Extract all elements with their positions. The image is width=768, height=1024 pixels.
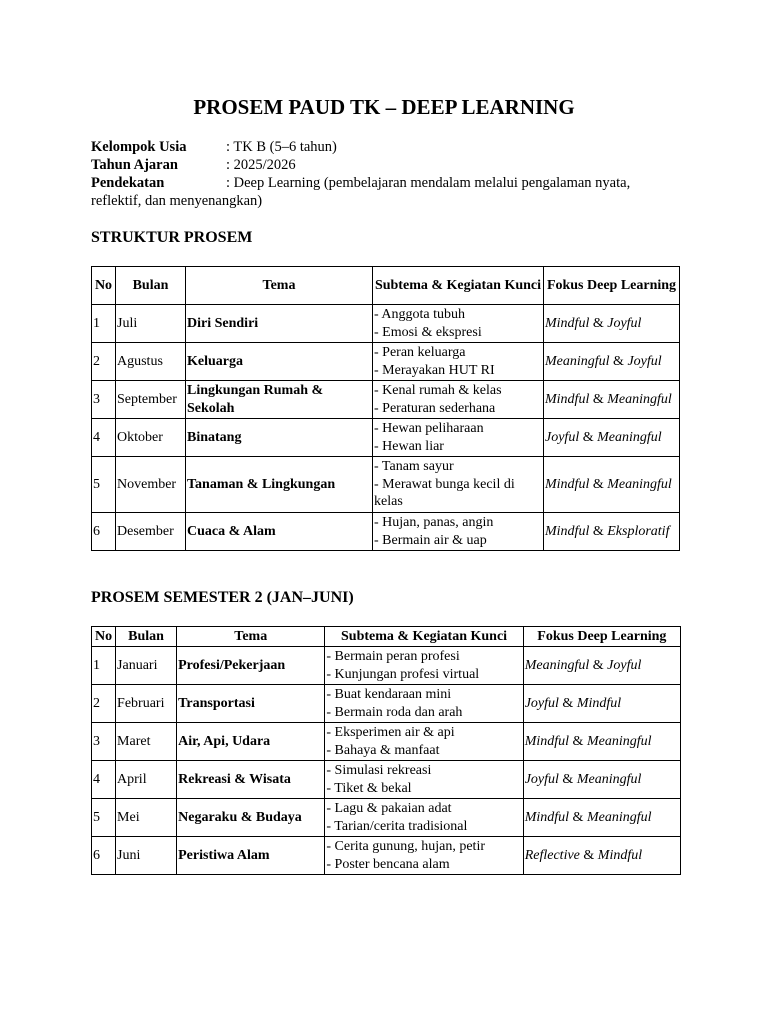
- subtema-line: - Anggota tubuh: [374, 307, 465, 322]
- fokus-term: Joyful: [627, 353, 662, 369]
- cell-tema: Lingkungan Rumah & Sekolah: [186, 381, 373, 419]
- table-row: [92, 685, 681, 723]
- meta-label: Kelompok Usia: [91, 139, 187, 155]
- cell-bulan: Februari: [116, 685, 177, 723]
- section2-table: [91, 626, 681, 875]
- subtema-line: - Poster bencana alam: [326, 856, 450, 872]
- cell-no: 1: [92, 305, 116, 343]
- subtema-line: - Peraturan sederhana: [374, 400, 496, 416]
- fokus-term: Joyful: [607, 315, 642, 331]
- fokus-amp: &: [558, 771, 577, 787]
- fokus-term: Joyful: [607, 657, 642, 673]
- meta-row-kelompok: [91, 138, 681, 156]
- subtema-line: - Tarian/cerita tradisional: [326, 818, 468, 834]
- fokus-term: Mindful: [545, 476, 590, 492]
- cell-fokus: [523, 685, 680, 723]
- header-tema: Tema: [177, 627, 325, 647]
- table-row: [92, 799, 681, 837]
- cell-bulan: November: [116, 457, 186, 513]
- fokus-term: Joyful: [524, 695, 559, 711]
- header-fokus: Fokus Deep Learning: [523, 627, 680, 647]
- cell-subtema: [325, 647, 523, 685]
- fokus-term: Mindful: [545, 315, 590, 331]
- fokus-term: Mindful: [524, 809, 570, 825]
- subtema-line: - Hujan, panas, angin: [374, 515, 494, 530]
- subtema-line: - Tanam sayur: [374, 459, 454, 475]
- cell-tema: Negaraku & Budaya: [177, 799, 325, 837]
- fokus-amp: &: [558, 695, 577, 711]
- cell-bulan: September: [116, 381, 186, 419]
- cell-no: 3: [92, 723, 116, 761]
- cell-bulan: Juli: [116, 305, 186, 343]
- cell-fokus: [544, 457, 680, 513]
- cell-no: 6: [92, 513, 116, 551]
- cell-bulan: Juni: [116, 837, 177, 875]
- cell-bulan: Mei: [116, 799, 177, 837]
- subtema-line: - Eksperimen air & api: [326, 725, 455, 740]
- meta-value: : Deep Learning (pembelajaran mendalam melalui pengalaman nyata,: [226, 175, 631, 191]
- table-row: [92, 513, 680, 551]
- table-header-row: [92, 627, 681, 647]
- cell-subtema: [373, 513, 544, 551]
- fokus-amp: &: [569, 733, 587, 749]
- subtema-line: - Bermain roda dan arah: [326, 704, 463, 720]
- subtema-line: - Simulasi rekreasi: [326, 763, 432, 778]
- cell-tema: Binatang: [186, 419, 373, 457]
- cell-tema: Profesi/Pekerjaan: [177, 647, 325, 685]
- cell-subtema: [373, 457, 544, 513]
- fokus-term: Meaningful: [597, 429, 662, 445]
- subtema-line: - Merayakan HUT RI: [374, 362, 495, 378]
- fokus-amp: &: [589, 657, 608, 673]
- subtema-line: - Emosi & ekspresi: [374, 324, 482, 340]
- page-title: PROSEM PAUD TK – DEEP LEARNING: [193, 95, 575, 119]
- subtema-line: - Buat kendaraan mini: [326, 687, 452, 702]
- cell-no: 2: [92, 343, 116, 381]
- header-subtema: Subtema & Kegiatan Kunci: [373, 267, 544, 305]
- section2-heading: PROSEM SEMESTER 2 (JAN–JUNI): [91, 589, 354, 606]
- meta-value-continued: reflektif, dan menyenangkan): [91, 193, 263, 209]
- meta-label: Tahun Ajaran: [91, 157, 178, 173]
- fokus-term: Meaningful: [607, 476, 672, 492]
- meta-row-pendekatan: [91, 174, 681, 192]
- fokus-amp: &: [609, 353, 628, 369]
- cell-tema: Rekreasi & Wisata: [177, 761, 325, 799]
- subtema-line: - Hewan liar: [374, 438, 444, 454]
- cell-fokus: [523, 647, 680, 685]
- fokus-amp: &: [589, 391, 608, 407]
- cell-fokus: [544, 381, 680, 419]
- table-row: [92, 457, 680, 513]
- cell-subtema: [373, 381, 544, 419]
- subtema-line: - Merawat bunga kecil di kelas: [374, 476, 515, 510]
- subtema-line: - Kunjungan profesi virtual: [326, 666, 480, 682]
- fokus-term: Joyful: [524, 771, 559, 787]
- header-no: No: [92, 627, 116, 647]
- table-row: [92, 381, 680, 419]
- cell-no: 2: [92, 685, 116, 723]
- header-fokus: Fokus Deep Learning: [544, 267, 680, 305]
- table-row: [92, 305, 680, 343]
- subtema-line: - Bermain air & uap: [374, 532, 487, 548]
- cell-fokus: [523, 761, 680, 799]
- subtema-line: - Peran keluarga: [374, 345, 466, 360]
- table-row: [92, 723, 681, 761]
- cell-tema: Cuaca & Alam: [186, 513, 373, 551]
- table-row: [92, 837, 681, 875]
- table-row: [92, 647, 681, 685]
- meta-row-tahun: [91, 156, 681, 174]
- subtema-line: - Tiket & bekal: [326, 780, 412, 796]
- cell-bulan: Oktober: [116, 419, 186, 457]
- fokus-term: Meaningful: [576, 771, 642, 787]
- meta-value: : 2025/2026: [226, 157, 296, 173]
- header-bulan: Bulan: [116, 627, 177, 647]
- cell-fokus: [523, 799, 680, 837]
- table-row: [92, 419, 680, 457]
- cell-subtema: [373, 343, 544, 381]
- fokus-term: Meaningful: [586, 733, 652, 749]
- fokus-term: Mindful: [597, 847, 643, 863]
- meta-row-pendekatan-cont: [91, 192, 681, 210]
- cell-tema: Keluarga: [186, 343, 373, 381]
- cell-subtema: [373, 419, 544, 457]
- cell-no: 5: [92, 457, 116, 513]
- fokus-amp: &: [589, 476, 608, 492]
- meta-info: [91, 138, 681, 210]
- section1-heading: STRUKTUR PROSEM: [91, 229, 253, 246]
- fokus-amp: &: [589, 523, 608, 539]
- cell-bulan: Desember: [116, 513, 186, 551]
- fokus-term: Mindful: [576, 695, 622, 711]
- fokus-term: Meaningful: [586, 809, 652, 825]
- cell-bulan: April: [116, 761, 177, 799]
- fokus-amp: &: [569, 809, 587, 825]
- subtema-line: - Kenal rumah & kelas: [374, 383, 502, 398]
- cell-fokus: [523, 837, 680, 875]
- header-bulan: Bulan: [116, 267, 186, 305]
- cell-no: 4: [92, 419, 116, 457]
- meta-label: Pendekatan: [91, 175, 165, 191]
- cell-bulan: Maret: [116, 723, 177, 761]
- cell-subtema: [325, 723, 523, 761]
- cell-no: 1: [92, 647, 116, 685]
- cell-fokus: [544, 305, 680, 343]
- cell-subtema: [325, 685, 523, 723]
- section1-table: [91, 266, 680, 551]
- cell-subtema: [325, 761, 523, 799]
- cell-subtema: [325, 799, 523, 837]
- subtema-line: - Cerita gunung, hujan, petir: [326, 839, 486, 854]
- cell-no: 3: [92, 381, 116, 419]
- cell-fokus: [544, 343, 680, 381]
- cell-no: 4: [92, 761, 116, 799]
- cell-tema: Diri Sendiri: [186, 305, 373, 343]
- cell-fokus: [544, 513, 680, 551]
- fokus-term: Eksploratif: [607, 523, 670, 539]
- cell-fokus: [544, 419, 680, 457]
- cell-tema: Transportasi: [177, 685, 325, 723]
- fokus-term: Reflective: [524, 847, 580, 863]
- fokus-term: Meaningful: [545, 353, 610, 369]
- table-row: [92, 761, 681, 799]
- meta-value: : TK B (5–6 tahun): [226, 139, 337, 155]
- header-no: No: [92, 267, 116, 305]
- subtema-line: - Bahaya & manfaat: [326, 742, 440, 758]
- cell-no: 6: [92, 837, 116, 875]
- subtema-line: - Bermain peran profesi: [326, 649, 460, 664]
- cell-subtema: [325, 837, 523, 875]
- fokus-term: Meaningful: [524, 657, 590, 673]
- table-header-row: [92, 267, 680, 305]
- fokus-term: Mindful: [545, 391, 590, 407]
- fokus-amp: &: [579, 847, 598, 863]
- cell-bulan: Agustus: [116, 343, 186, 381]
- fokus-term: Mindful: [524, 733, 570, 749]
- cell-bulan: Januari: [116, 647, 177, 685]
- fokus-term: Mindful: [545, 523, 590, 539]
- header-tema: Tema: [186, 267, 373, 305]
- cell-tema: Tanaman & Lingkungan: [186, 457, 373, 513]
- cell-fokus: [523, 723, 680, 761]
- fokus-term: Joyful: [545, 429, 580, 445]
- fokus-amp: &: [589, 315, 608, 331]
- header-subtema: Subtema & Kegiatan Kunci: [325, 627, 523, 647]
- fokus-term: Meaningful: [607, 391, 672, 407]
- cell-subtema: [373, 305, 544, 343]
- cell-tema: Peristiwa Alam: [177, 837, 325, 875]
- subtema-line: - Hewan peliharaan: [374, 421, 484, 436]
- table-row: [92, 343, 680, 381]
- cell-tema: Air, Api, Udara: [177, 723, 325, 761]
- subtema-line: - Lagu & pakaian adat: [326, 801, 452, 816]
- fokus-amp: &: [579, 429, 598, 445]
- cell-no: 5: [92, 799, 116, 837]
